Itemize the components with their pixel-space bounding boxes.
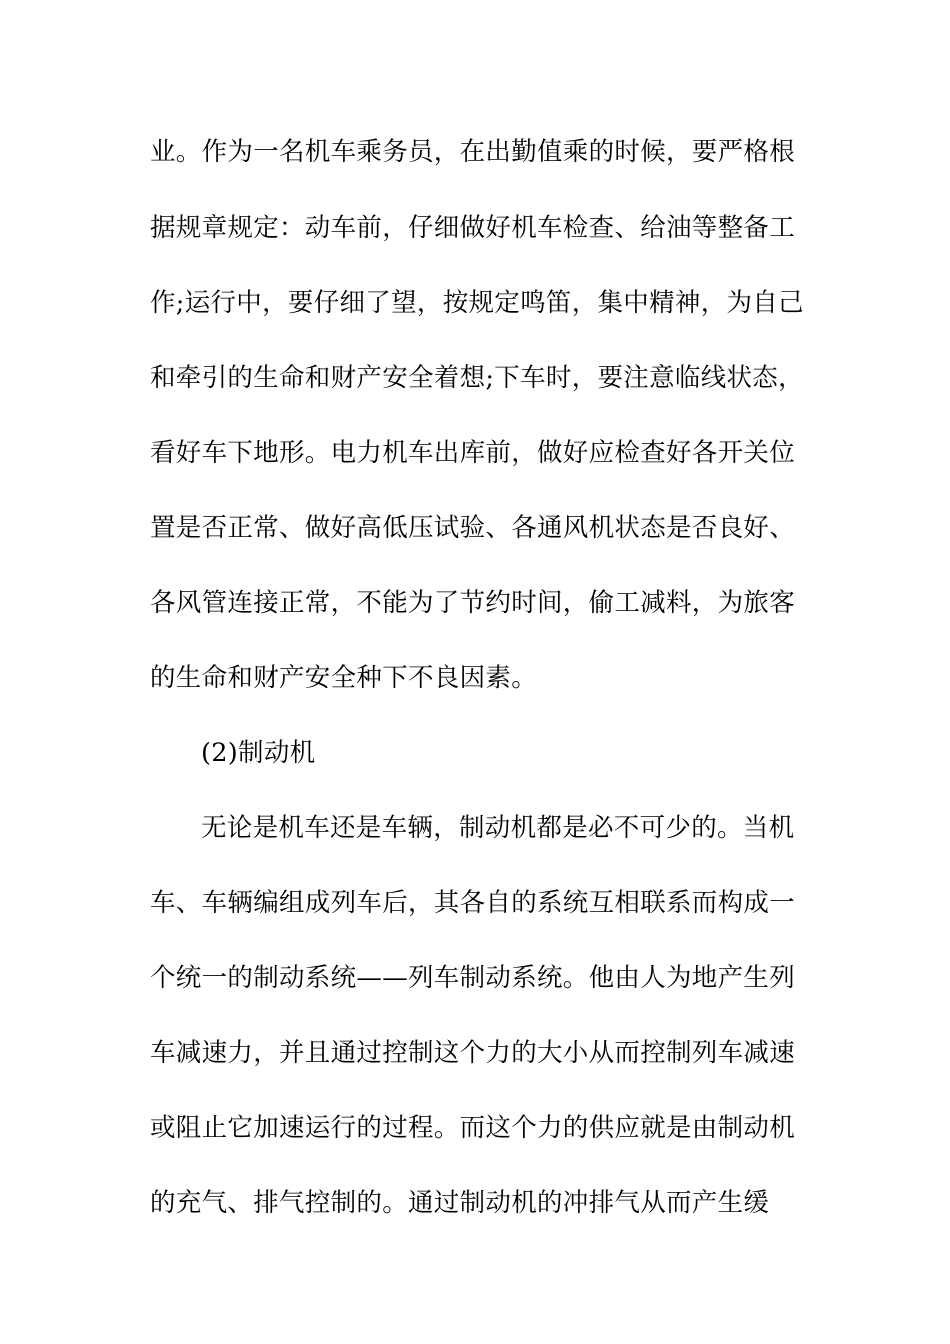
text-line-7: 各风管连接正常，不能为了节约时间，偷工减料，为旅客: [150, 588, 796, 618]
text-line-11: 车、车辆编组成列车后，其各自的系统互相联系而构成一: [150, 888, 796, 918]
text-line-1: 业。作为一名机车乘务员，在出勤值乘的时候，要严格根: [150, 137, 796, 167]
text-line-15: 的充气、排气控制的。通过制动机的冲排气从而产生缓: [150, 1188, 770, 1218]
text-line-14: 或阻止它加速运行的过程。而这个力的供应就是由制动机: [150, 1113, 796, 1143]
text-line-5: 看好车下地形。电力机车出库前，做好应检查好各开关位: [150, 438, 796, 468]
text-line-6: 置是否正常、做好高低压试验、各通风机状态是否良好、: [150, 513, 796, 543]
section-heading: (2)制动机: [201, 738, 316, 768]
text-line-13: 车减速力，并且通过控制这个力的大小从而控制列车减速: [150, 1038, 796, 1068]
text-line-3: 作;运行中，要仔细了望，按规定鸣笛，集中精神，为自己: [150, 288, 804, 318]
text-line-12: 个统一的制动系统——列车制动系统。他由人为地产生列: [150, 963, 796, 993]
text-line-4: 和牵引的生命和财产安全着想;下车时，要注意临线状态，: [150, 363, 804, 393]
text-line-2: 据规章规定：动车前，仔细做好机车检查、给油等整备工: [150, 213, 796, 243]
text-line-8: 的生命和财产安全种下不良因素。: [150, 663, 538, 693]
text-line-10: 无论是机车还是车辆，制动机都是必不可少的。当机: [201, 813, 795, 843]
